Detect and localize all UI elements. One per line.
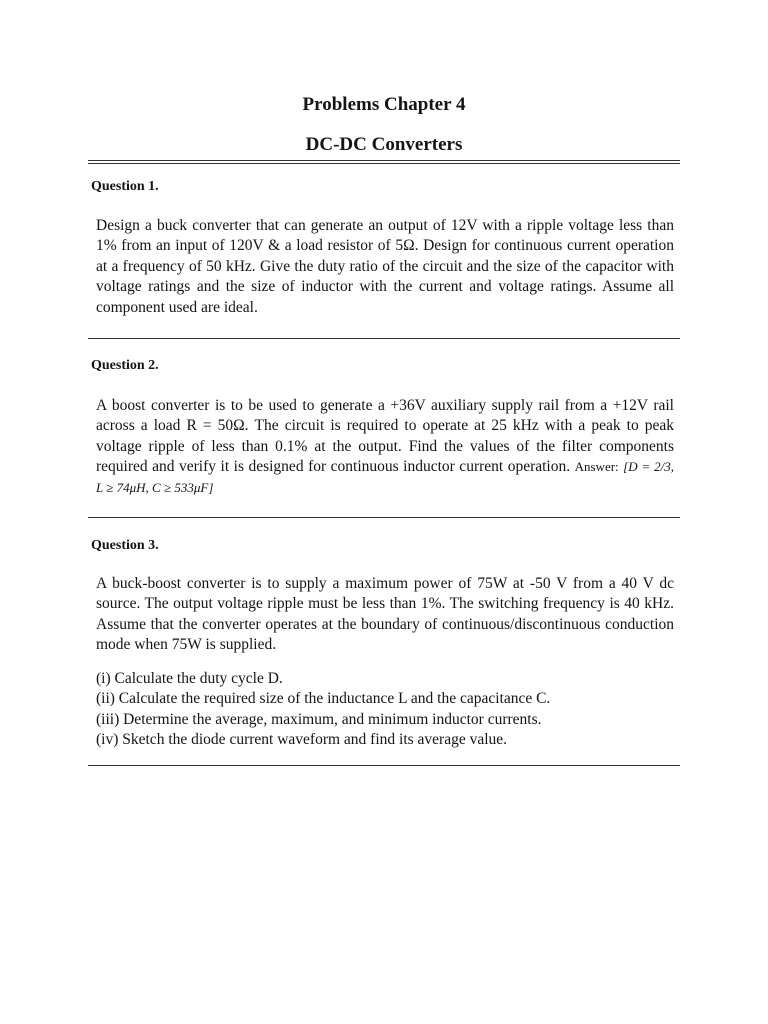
question-3-heading: Question 3.: [91, 538, 159, 553]
question-divider: [88, 517, 680, 518]
page-title: Problems Chapter 4: [302, 94, 466, 115]
question-divider: [88, 338, 680, 339]
question-2-text: A boost converter is to be used to generate a +36V auxiliary supply rail from a +12V rail across a load R = 50Ω. The circuit is required to operate at 25 kHz with a peak to peak voltage ripple of less than 0.1% at the output. Find the values of the filter components required and verify it is designed for continuous inductor current operation.: [96, 397, 674, 476]
title-divider: [88, 160, 680, 164]
question-divider: [88, 765, 680, 766]
question-3-part: (iii) Determine the average, maximum, and minimum inductor currents.: [96, 710, 542, 728]
question-3-body: A buck-boost converter is to supply a maximum power of 75W at -50 V from a 40 V dc source. The output voltage ripple must be less than 1%. The switching frequency is 40 kHz. Assume that the converter operates at the boundary of continuous/discontinuous conduction mode when 75W is supplied.: [96, 575, 674, 654]
question-3-parts: [96, 669, 674, 751]
answer-value: [D = 2/3, L ≥ 74μH, C ≥ 533μF]: [96, 459, 674, 495]
question-1-body: Design a buck converter that can generate an output of 12V with a ripple voltage less than 1% from an input of 120V & a load resistor of 5Ω. Design for continuous current operation at a frequency of 50 kHz. Give the duty ratio of the circuit and the size of the capacitor with voltage ratings and the size of inductor with the current and voltage ratings. Assume all component used are ideal.: [96, 217, 674, 316]
question-2-body: [96, 396, 674, 498]
answer-label: Answer:: [574, 459, 619, 475]
question-3-part: (i) Calculate the duty cycle D.: [96, 670, 283, 687]
question-1-heading: Question 1.: [91, 179, 159, 194]
question-3-part: (iv) Sketch the diode current waveform and find its average value.: [96, 731, 508, 749]
question-3-part: (ii) Calculate the required size of the inductance L and the capacitance C.: [96, 690, 551, 708]
page-subtitle: DC-DC Converters: [305, 134, 463, 155]
question-2-heading: Question 2.: [91, 358, 159, 373]
